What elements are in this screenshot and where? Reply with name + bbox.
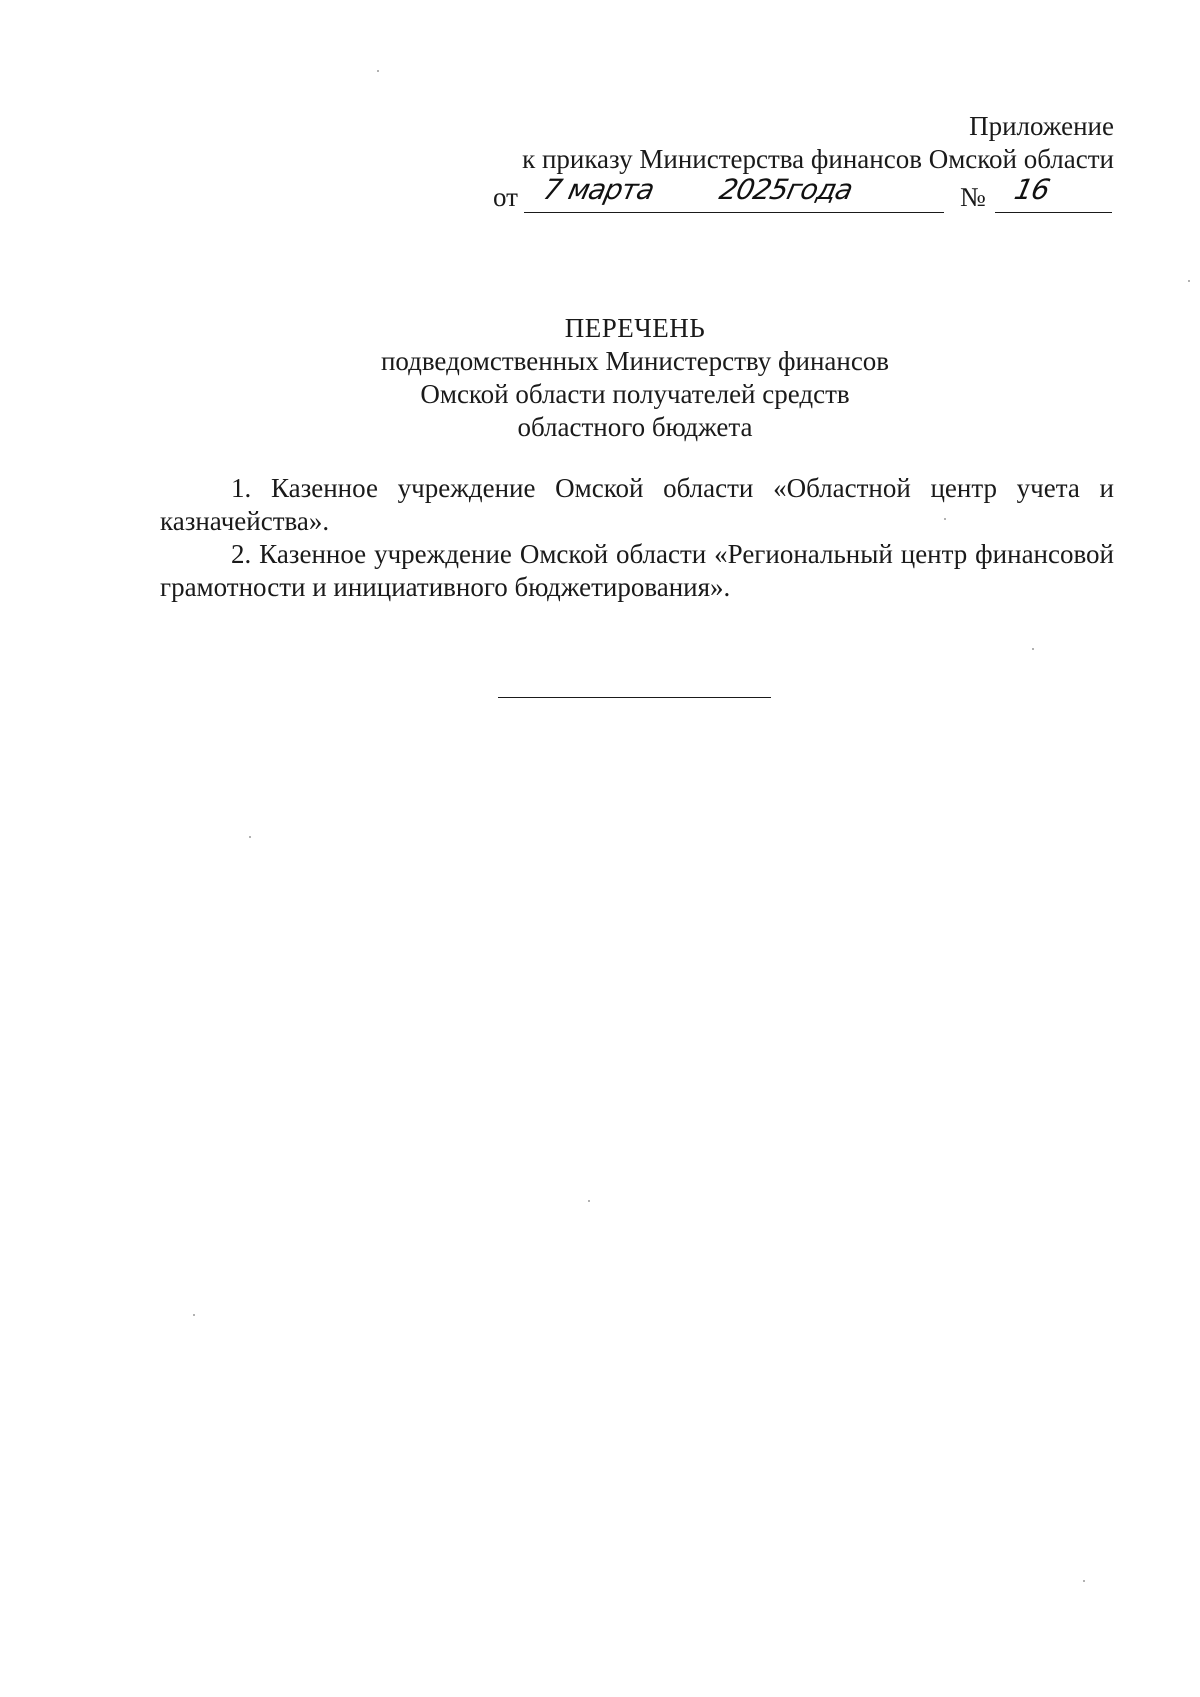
from-label: от xyxy=(493,182,518,212)
title-line-3: Омской области получателей средств xyxy=(420,379,850,409)
scan-speck xyxy=(193,1314,195,1316)
scan-speck xyxy=(944,518,946,520)
scan-speck xyxy=(377,70,379,72)
appendix-order-reference: к приказу Министерства финансов Омской области xyxy=(522,144,1114,174)
scan-speck xyxy=(1032,648,1034,650)
list-item: 2. Казенное учреждение Омской области «Региональный центр финансовой грамотности и инициативного бюджетирования». xyxy=(160,539,1114,602)
number-label: № xyxy=(960,182,986,212)
scan-speck xyxy=(1188,280,1190,282)
handwritten-day: 7 марта xyxy=(540,173,657,206)
scan-speck xyxy=(1083,1580,1085,1582)
title-line-2: подведомственных Министерству финансов xyxy=(380,346,890,376)
title-main: ПЕРЕЧЕНЬ xyxy=(564,313,706,343)
title-line-4: областного бюджета xyxy=(517,412,753,442)
list-item: 1. Казенное учреждение Омской области «Областной центр учета и казначейства». xyxy=(160,473,1114,536)
appendix-label: Приложение xyxy=(969,111,1114,141)
order-number-field xyxy=(995,173,1112,213)
scan-speck xyxy=(588,1200,590,1202)
scan-speck xyxy=(249,836,251,838)
order-date-field xyxy=(524,173,944,213)
order-date-row xyxy=(490,173,1114,215)
document-title xyxy=(200,312,1070,444)
closing-divider xyxy=(498,697,771,698)
handwritten-number: 16 xyxy=(1011,173,1053,206)
handwritten-year: 2025года xyxy=(716,173,856,206)
institutions-list xyxy=(160,472,1114,604)
appendix-header xyxy=(414,110,1114,176)
